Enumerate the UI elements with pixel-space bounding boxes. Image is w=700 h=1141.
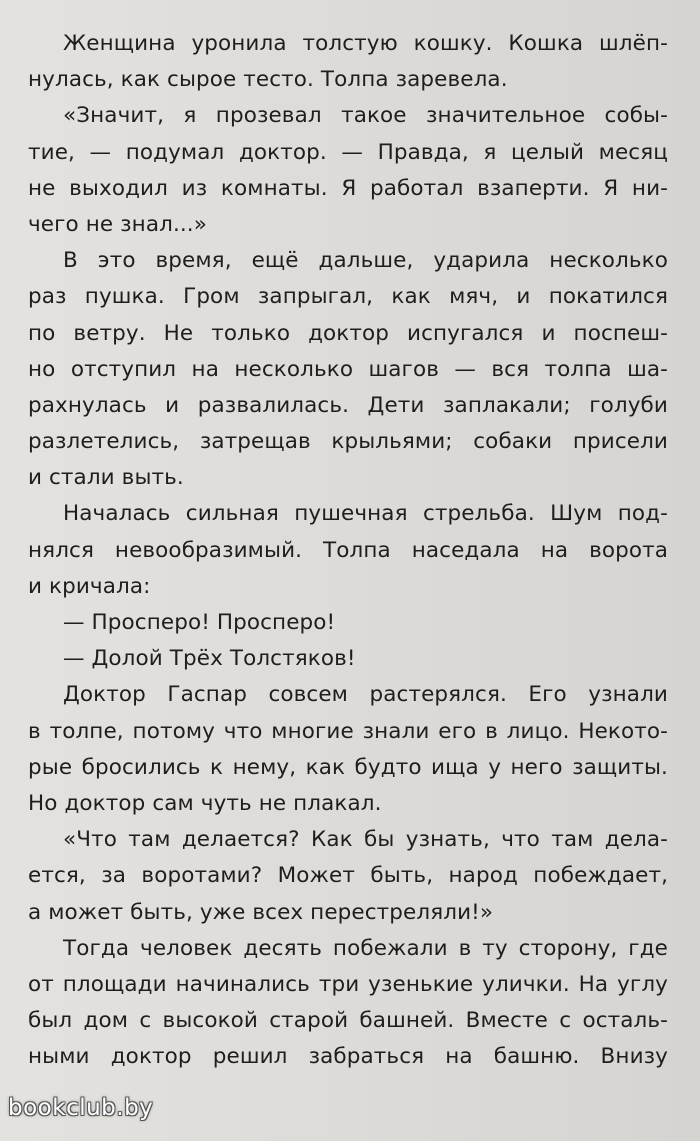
text-line: — Просперо! Просперо! — [63, 610, 336, 635]
text-line: Женщина уронила толстую кошку. Кошка шлёп- — [63, 31, 668, 56]
text-line: и стали выть. — [28, 465, 184, 491]
text-line: ется, за воротами? Может быть, народ побеждает, — [28, 863, 668, 889]
text-line: — Долой Трёх Толстяков! — [63, 646, 356, 672]
text-line: «Что там делается? Как бы узнать, что там дела- — [63, 827, 668, 853]
text-line: и кричала: — [28, 573, 151, 599]
text-line: раз пушка. Гром запрыгал, как мяч, и покатился — [28, 284, 668, 310]
text-line: а может быть, уже всех перестреляли!» — [28, 899, 494, 925]
text-line: тие, — подумал доктор. — Правда, я целый месяц — [28, 139, 668, 165]
text-line: чего не знал...» — [28, 211, 207, 237]
page-text — [28, 26, 668, 1075]
text-line: в толпе, потому что многие знали его в лицо. Некото- — [28, 718, 668, 744]
text-line: Тогда человек десять побежали в ту сторону, где — [63, 935, 668, 961]
text-line: не выходил из комнаты. Я работал взаперти. Я ни- — [28, 175, 668, 201]
text-line: «Значит, я прозевал такое значительное собы- — [63, 103, 668, 129]
text-line: ными доктор решил забраться на башню. Внизу — [28, 1044, 668, 1070]
text-line: но отступил на несколько шагов — вся толпа ша- — [28, 356, 668, 382]
text-line: В это время, ещё дальше, ударила несколько — [63, 248, 668, 274]
text-line: от площади начинались три узенькие улички. На углу — [28, 971, 668, 997]
watermark: bookclub.by — [8, 1095, 154, 1121]
text-line: по ветру. Не только доктор испугался и поспеш- — [28, 320, 668, 346]
text-line: Началась сильная пушечная стрельба. Шум под- — [63, 501, 668, 527]
text-line: нулась, как сырое тесто. Толпа заревела. — [28, 67, 508, 93]
text-line: разлетелись, затрещав крыльями; собаки присели — [28, 429, 668, 455]
text-line: нялся невообразимый. Толпа наседала на ворота — [28, 537, 668, 563]
text-line: рахнулась и развалилась. Дети заплакали; голуби — [28, 392, 668, 418]
text-line: Доктор Гаспар совсем растерялся. Его узнали — [63, 682, 668, 708]
text-line: был дом с высокой старой башней. Вместе с осталь- — [28, 1008, 668, 1034]
text-line: рые бросились к нему, как будто ища у него защиты. — [28, 754, 668, 780]
text-line: Но доктор сам чуть не плакал. — [28, 790, 382, 816]
